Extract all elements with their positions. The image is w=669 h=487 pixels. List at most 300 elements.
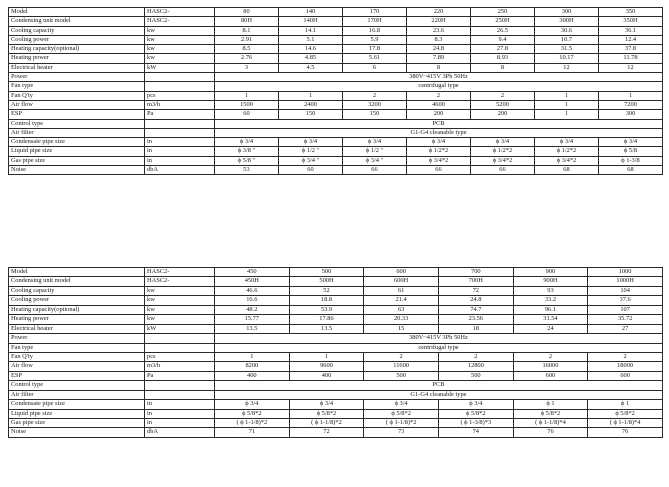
value-cell: ϕ 5/8*2 xyxy=(513,409,588,418)
value-cell: 74 xyxy=(438,428,513,437)
value-cell: ϕ 1/2 ″ xyxy=(343,147,407,156)
value-cell: 13.5 xyxy=(215,324,290,333)
value-cell: 2 xyxy=(407,91,471,100)
row-label: Air filter xyxy=(9,390,145,399)
value-cell: 2 xyxy=(513,352,588,361)
value-cell: 600 xyxy=(588,371,663,380)
value-cell: 8.3 xyxy=(407,35,471,44)
table-row xyxy=(9,45,663,54)
value-cell: 48.2 xyxy=(215,305,290,314)
value-cell: 3 xyxy=(215,63,279,72)
spanned-value: G1-G4 cleanable type xyxy=(215,390,663,399)
row-label: Power xyxy=(9,73,145,82)
value-cell: 2 xyxy=(364,352,439,361)
value-cell: 31.5 xyxy=(535,45,599,54)
value-cell: ϕ 3/4 xyxy=(215,400,290,409)
value-cell: ϕ 3/4 xyxy=(407,138,471,147)
value-cell: 450H xyxy=(215,277,290,286)
row-label: Cooling capacity xyxy=(9,26,145,35)
value-cell: 10.17 xyxy=(535,54,599,63)
row-label: Model xyxy=(9,8,145,17)
value-cell: 300H xyxy=(535,17,599,26)
value-cell: 1 xyxy=(535,110,599,119)
table-row xyxy=(9,17,663,26)
table-row xyxy=(9,390,663,399)
value-cell: 5.61 xyxy=(343,54,407,63)
table-row xyxy=(9,91,663,100)
unit-cell xyxy=(145,73,215,82)
value-cell: 71 xyxy=(215,428,290,437)
unit-cell: kw xyxy=(145,26,215,35)
value-cell: 1 xyxy=(535,100,599,109)
row-label: Condensate pipe size xyxy=(9,138,145,147)
value-cell: 8 xyxy=(471,63,535,72)
value-cell: 76 xyxy=(588,428,663,437)
table-row xyxy=(9,119,663,128)
spec-table-1 xyxy=(8,7,663,175)
value-cell: ϕ 3/4*2 xyxy=(471,156,535,165)
value-cell: 14.1 xyxy=(279,26,343,35)
value-cell: ϕ 3/4 xyxy=(535,138,599,147)
value-cell: 5.1 xyxy=(279,35,343,44)
spanned-value: centrifugal type xyxy=(215,343,663,352)
value-cell: 600 xyxy=(513,371,588,380)
row-label: Cooling power xyxy=(9,296,145,305)
value-cell: 900H xyxy=(513,277,588,286)
value-cell: 450 xyxy=(215,268,290,277)
value-cell: 53.9 xyxy=(289,305,364,314)
row-label: Condensing unit model xyxy=(9,17,145,26)
unit-cell: dbA xyxy=(145,166,215,175)
row-label: Condensing unit model xyxy=(9,277,145,286)
value-cell: 68 xyxy=(535,166,599,175)
spanned-value: G1-G4 cleanable type xyxy=(215,128,663,137)
value-cell: 250 xyxy=(471,8,535,17)
value-cell: 2.76 xyxy=(215,54,279,63)
unit-cell: HASC2- xyxy=(145,17,215,26)
table-row xyxy=(9,8,663,17)
value-cell: 220H xyxy=(407,17,471,26)
value-cell: ϕ 1/2 ″ xyxy=(279,147,343,156)
value-cell: 1000 xyxy=(588,268,663,277)
value-cell: 37.6 xyxy=(588,296,663,305)
value-cell: ϕ 3/4 xyxy=(289,400,364,409)
value-cell: 15.77 xyxy=(215,315,290,324)
spanned-value: PCB xyxy=(215,119,663,128)
value-cell: 700 xyxy=(438,268,513,277)
row-label: Fan Q'ty xyxy=(9,91,145,100)
row-label: Fan type xyxy=(9,82,145,91)
table-row xyxy=(9,35,663,44)
value-cell: 80 xyxy=(215,8,279,17)
value-cell: 76 xyxy=(513,428,588,437)
spec-table-2-body xyxy=(9,268,663,438)
row-label: ESP xyxy=(9,371,145,380)
row-label: Heating power xyxy=(9,54,145,63)
table-row xyxy=(9,324,663,333)
value-cell: 2 xyxy=(343,91,407,100)
row-label: ESP xyxy=(9,110,145,119)
value-cell: 73 xyxy=(364,428,439,437)
value-cell: ϕ 5/8*2 xyxy=(215,409,290,418)
value-cell: 24.8 xyxy=(407,45,471,54)
row-label: Heating capacity(optional) xyxy=(9,45,145,54)
value-cell: 63 xyxy=(364,305,439,314)
unit-cell: in xyxy=(145,156,215,165)
table-row xyxy=(9,128,663,137)
value-cell: 5.9 xyxy=(343,35,407,44)
value-cell: 4.5 xyxy=(279,63,343,72)
value-cell: 2 xyxy=(471,91,535,100)
value-cell: 4600 xyxy=(407,100,471,109)
value-cell: 1 xyxy=(535,91,599,100)
value-cell: ϕ 3/4 ″ xyxy=(279,156,343,165)
row-label: Air flow xyxy=(9,362,145,371)
unit-cell xyxy=(145,390,215,399)
table-row xyxy=(9,54,663,63)
unit-cell: pcs xyxy=(145,352,215,361)
value-cell: 66 xyxy=(471,166,535,175)
value-cell: ( ϕ 1-1/8)*2 xyxy=(289,419,364,428)
value-cell: 7.89 xyxy=(407,54,471,63)
unit-cell xyxy=(145,381,215,390)
value-cell: 13.5 xyxy=(289,324,364,333)
value-cell: ϕ 3/4 ″ xyxy=(343,156,407,165)
value-cell: 500 xyxy=(289,268,364,277)
value-cell: 170 xyxy=(343,8,407,17)
row-label: Noise xyxy=(9,166,145,175)
value-cell: 18.8 xyxy=(289,296,364,305)
value-cell: 12 xyxy=(599,63,663,72)
unit-cell: kw xyxy=(145,296,215,305)
unit-cell xyxy=(145,334,215,343)
value-cell: ( ϕ 1-1/8)*4 xyxy=(513,419,588,428)
value-cell: 37.8 xyxy=(599,45,663,54)
value-cell: 16.8 xyxy=(343,26,407,35)
spec-table-2 xyxy=(8,267,663,438)
spanned-value: 380V~415V 3Ph 50Hz xyxy=(215,73,663,82)
value-cell: 60 xyxy=(279,166,343,175)
value-cell: 60 xyxy=(215,110,279,119)
unit-cell: kw xyxy=(145,305,215,314)
value-cell: 8.93 xyxy=(471,54,535,63)
unit-cell: kw xyxy=(145,35,215,44)
value-cell: 18 xyxy=(438,324,513,333)
row-label: Liquid pipe size xyxy=(9,147,145,156)
value-cell: 23.56 xyxy=(438,315,513,324)
unit-cell: in xyxy=(145,409,215,418)
value-cell: 900 xyxy=(513,268,588,277)
value-cell: 74.7 xyxy=(438,305,513,314)
value-cell: 200 xyxy=(471,110,535,119)
unit-cell: m3/h xyxy=(145,100,215,109)
value-cell: 500 xyxy=(364,371,439,380)
value-cell: 18000 xyxy=(588,362,663,371)
unit-cell: Pa xyxy=(145,110,215,119)
unit-cell: kW xyxy=(145,63,215,72)
value-cell: ϕ 3/4 xyxy=(343,138,407,147)
value-cell: 600H xyxy=(364,277,439,286)
value-cell: 107 xyxy=(588,305,663,314)
unit-cell: in xyxy=(145,419,215,428)
row-label: Electrical heater xyxy=(9,324,145,333)
table-row xyxy=(9,63,663,72)
value-cell: 93 xyxy=(513,286,588,295)
value-cell: ϕ 3/4 xyxy=(471,138,535,147)
row-label: Fan Q'ty xyxy=(9,352,145,361)
value-cell: 4.85 xyxy=(279,54,343,63)
value-cell: 24 xyxy=(513,324,588,333)
value-cell: ( ϕ 1-3/8)*3 xyxy=(438,419,513,428)
value-cell: 8200 xyxy=(215,362,290,371)
value-cell: 16000 xyxy=(513,362,588,371)
table-row xyxy=(9,26,663,35)
value-cell: ϕ 3/4 xyxy=(364,400,439,409)
value-cell: 8 xyxy=(407,63,471,72)
row-label: Noise xyxy=(9,428,145,437)
table-row xyxy=(9,381,663,390)
value-cell: 12800 xyxy=(438,362,513,371)
value-cell: 1 xyxy=(599,91,663,100)
table-row xyxy=(9,400,663,409)
value-cell: 14.6 xyxy=(279,45,343,54)
value-cell: ϕ 1 xyxy=(513,400,588,409)
value-cell: 6 xyxy=(343,63,407,72)
value-cell: ϕ 5/8*2 xyxy=(289,409,364,418)
row-label: Control type xyxy=(9,381,145,390)
value-cell: 1 xyxy=(215,91,279,100)
table-row xyxy=(9,334,663,343)
value-cell: 600 xyxy=(364,268,439,277)
value-cell: ϕ 3/4 xyxy=(215,138,279,147)
value-cell: 80H xyxy=(215,17,279,26)
unit-cell: dbA xyxy=(145,428,215,437)
value-cell: 30.6 xyxy=(535,26,599,35)
unit-cell: Pa xyxy=(145,371,215,380)
value-cell: 170H xyxy=(343,17,407,26)
value-cell: 140 xyxy=(279,8,343,17)
value-cell: 26.5 xyxy=(471,26,535,35)
table-row xyxy=(9,82,663,91)
table-row xyxy=(9,138,663,147)
value-cell: 1000H xyxy=(588,277,663,286)
table-row xyxy=(9,166,663,175)
value-cell: 10.7 xyxy=(535,35,599,44)
row-label: Power xyxy=(9,334,145,343)
value-cell: 2 xyxy=(588,352,663,361)
table-row xyxy=(9,73,663,82)
table-row xyxy=(9,428,663,437)
table-row xyxy=(9,110,663,119)
value-cell: 500 xyxy=(438,371,513,380)
value-cell: ϕ 1 xyxy=(588,400,663,409)
table-row xyxy=(9,147,663,156)
table-row xyxy=(9,409,663,418)
table-row xyxy=(9,277,663,286)
value-cell: 400 xyxy=(215,371,290,380)
value-cell: 96.1 xyxy=(513,305,588,314)
value-cell: 3200 xyxy=(343,100,407,109)
value-cell: 27 xyxy=(588,324,663,333)
table-row xyxy=(9,156,663,165)
value-cell: 1 xyxy=(289,352,364,361)
value-cell: 35.72 xyxy=(588,315,663,324)
value-cell: 150 xyxy=(279,110,343,119)
unit-cell xyxy=(145,343,215,352)
value-cell: ϕ 3/4*2 xyxy=(407,156,471,165)
unit-cell: in xyxy=(145,138,215,147)
value-cell: ϕ 1/2*2 xyxy=(407,147,471,156)
spanned-value: centrifugal type xyxy=(215,82,663,91)
value-cell: 9600 xyxy=(289,362,364,371)
table-row xyxy=(9,362,663,371)
row-label: Fan type xyxy=(9,343,145,352)
table-row xyxy=(9,286,663,295)
unit-cell: kw xyxy=(145,54,215,63)
table-row xyxy=(9,352,663,361)
spanned-value: PCB xyxy=(215,381,663,390)
value-cell: 300 xyxy=(535,8,599,17)
value-cell: 66 xyxy=(407,166,471,175)
value-cell: ϕ 3/4*2 xyxy=(535,156,599,165)
value-cell: 1500 xyxy=(215,100,279,109)
value-cell: 2 xyxy=(438,352,513,361)
value-cell: 1 xyxy=(279,91,343,100)
value-cell: 8.5 xyxy=(215,45,279,54)
value-cell: 11.78 xyxy=(599,54,663,63)
value-cell: 140H xyxy=(279,17,343,26)
value-cell: 200 xyxy=(407,110,471,119)
value-cell: ϕ 5/8 ″ xyxy=(215,156,279,165)
value-cell: 24.8 xyxy=(438,296,513,305)
value-cell: ϕ 3/4 xyxy=(599,138,663,147)
unit-cell: kw xyxy=(145,45,215,54)
value-cell: ϕ 3/4 xyxy=(438,400,513,409)
value-cell: 500H xyxy=(289,277,364,286)
unit-cell: kw xyxy=(145,315,215,324)
value-cell: 11600 xyxy=(364,362,439,371)
value-cell: ϕ 5/8 xyxy=(599,147,663,156)
value-cell: 61 xyxy=(364,286,439,295)
unit-cell: pcs xyxy=(145,91,215,100)
value-cell: ( ϕ 1-1/8)*4 xyxy=(588,419,663,428)
value-cell: 400 xyxy=(289,371,364,380)
value-cell: ( ϕ 1-1/8)*2 xyxy=(364,419,439,428)
unit-cell: m3/h xyxy=(145,362,215,371)
value-cell: 46.6 xyxy=(215,286,290,295)
value-cell: 250H xyxy=(471,17,535,26)
value-cell: 12 xyxy=(535,63,599,72)
row-label: Air flow xyxy=(9,100,145,109)
row-label: Control type xyxy=(9,119,145,128)
row-label: Model xyxy=(9,268,145,277)
unit-cell: kW xyxy=(145,324,215,333)
table-row xyxy=(9,315,663,324)
value-cell: ϕ 5/8*2 xyxy=(588,409,663,418)
unit-cell: in xyxy=(145,147,215,156)
value-cell: 1 xyxy=(215,352,290,361)
row-label: Gas pipe size xyxy=(9,156,145,165)
value-cell: 31.54 xyxy=(513,315,588,324)
table-row xyxy=(9,305,663,314)
value-cell: 2.91 xyxy=(215,35,279,44)
table-row xyxy=(9,268,663,277)
value-cell: 68 xyxy=(599,166,663,175)
table-row xyxy=(9,343,663,352)
value-cell: ϕ 3/4 xyxy=(279,138,343,147)
value-cell: 52 xyxy=(289,286,364,295)
unit-cell xyxy=(145,128,215,137)
value-cell: 53 xyxy=(215,166,279,175)
row-label: Cooling capacity xyxy=(9,286,145,295)
value-cell: 2400 xyxy=(279,100,343,109)
value-cell: 66 xyxy=(343,166,407,175)
row-label: Gas pipe size xyxy=(9,419,145,428)
value-cell: ϕ 1/2*2 xyxy=(471,147,535,156)
value-cell: 350 xyxy=(599,8,663,17)
value-cell: 27.8 xyxy=(471,45,535,54)
value-cell: 700H xyxy=(438,277,513,286)
value-cell: 36.1 xyxy=(599,26,663,35)
table-row xyxy=(9,100,663,109)
value-cell: 20.33 xyxy=(364,315,439,324)
value-cell: 12.4 xyxy=(599,35,663,44)
value-cell: 220 xyxy=(407,8,471,17)
row-label: Air filter xyxy=(9,128,145,137)
value-cell: 72 xyxy=(438,286,513,295)
value-cell: 9.4 xyxy=(471,35,535,44)
unit-cell: in xyxy=(145,400,215,409)
value-cell: 17.86 xyxy=(289,315,364,324)
row-label: Cooling power xyxy=(9,35,145,44)
value-cell: 5200 xyxy=(471,100,535,109)
value-cell: 23.6 xyxy=(407,26,471,35)
row-label: Heating capacity(optional) xyxy=(9,305,145,314)
value-cell: 15 xyxy=(364,324,439,333)
row-label: Heating power xyxy=(9,315,145,324)
row-label: Liquid pipe size xyxy=(9,409,145,418)
unit-cell: HASC2- xyxy=(145,268,215,277)
table-row xyxy=(9,419,663,428)
value-cell: 350H xyxy=(599,17,663,26)
value-cell: ϕ 1/2*2 xyxy=(535,147,599,156)
value-cell: ϕ 5/8*2 xyxy=(438,409,513,418)
table-row xyxy=(9,371,663,380)
spec-table-1-body xyxy=(9,8,663,175)
value-cell: 33.2 xyxy=(513,296,588,305)
unit-cell xyxy=(145,82,215,91)
row-label: Electrical heater xyxy=(9,63,145,72)
unit-cell: HASC2- xyxy=(145,277,215,286)
value-cell: 7200 xyxy=(599,100,663,109)
value-cell: ϕ 1-3/8 xyxy=(599,156,663,165)
unit-cell xyxy=(145,119,215,128)
value-cell: 21.4 xyxy=(364,296,439,305)
value-cell: ( ϕ 1-1/8)*2 xyxy=(215,419,290,428)
value-cell: 8.1 xyxy=(215,26,279,35)
value-cell: ϕ 3/8 ″ xyxy=(215,147,279,156)
table-row xyxy=(9,296,663,305)
row-label: Condensate pipe size xyxy=(9,400,145,409)
value-cell: ϕ 5/8*2 xyxy=(364,409,439,418)
value-cell: 150 xyxy=(343,110,407,119)
unit-cell: kw xyxy=(145,286,215,295)
value-cell: 17.8 xyxy=(343,45,407,54)
unit-cell: HASC2- xyxy=(145,8,215,17)
value-cell: 300 xyxy=(599,110,663,119)
spanned-value: 380V~415V 3Ph 50Hz xyxy=(215,334,663,343)
value-cell: 72 xyxy=(289,428,364,437)
